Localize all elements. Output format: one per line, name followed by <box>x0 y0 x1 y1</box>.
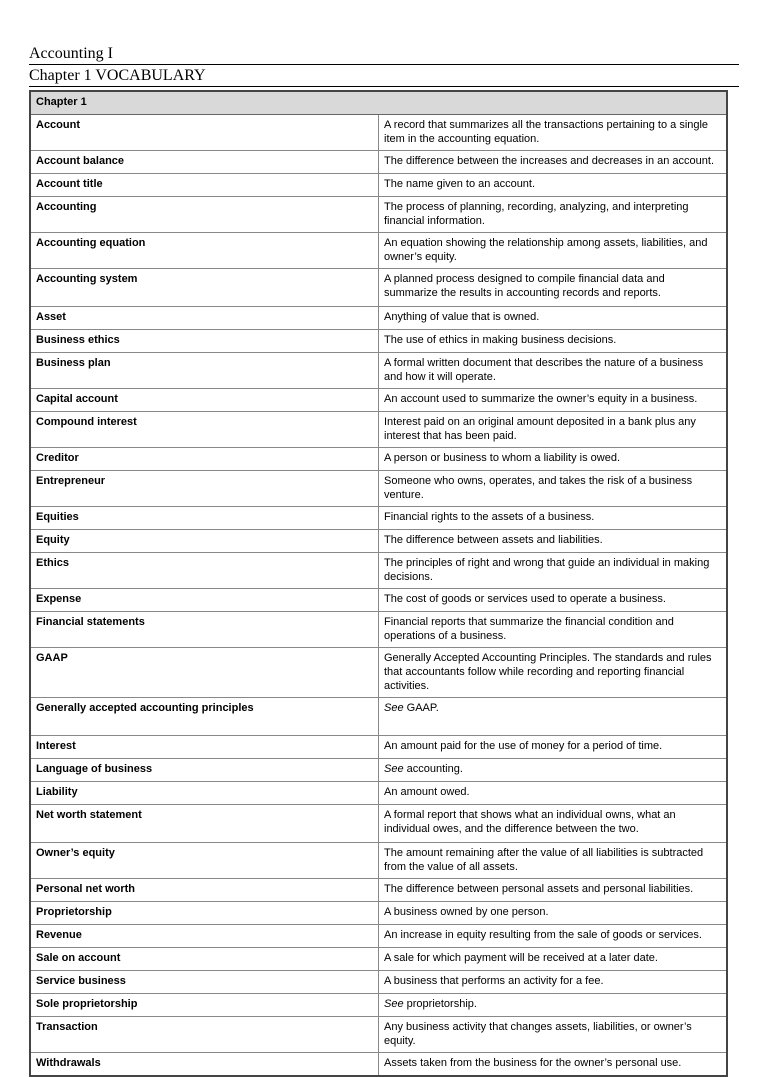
vocab-term: Account balance <box>30 151 379 174</box>
vocab-definition: A record that summarizes all the transactions pertaining to a single item in the accounting equation. <box>379 115 728 151</box>
vocab-term: Creditor <box>30 448 379 471</box>
vocab-term: GAAP <box>30 648 379 698</box>
vocab-term: Withdrawals <box>30 1053 379 1077</box>
vocab-definition: The difference between assets and liabilities. <box>379 530 728 553</box>
table-row <box>30 330 727 353</box>
table-row <box>30 879 727 902</box>
vocab-term: Financial statements <box>30 612 379 648</box>
vocab-definition: An account used to summarize the owner’s equity in a business. <box>379 389 728 412</box>
vocab-definition: The difference between personal assets and personal liabilities. <box>379 879 728 902</box>
vocab-definition: An amount owed. <box>379 782 728 805</box>
vocab-term: Net worth statement <box>30 805 379 843</box>
vocabulary-table <box>29 90 728 1077</box>
table-row <box>30 269 727 307</box>
table-row <box>30 902 727 925</box>
definition-text: accounting. <box>403 763 463 775</box>
table-row <box>30 925 727 948</box>
table-row <box>30 736 727 759</box>
vocab-definition: A person or business to whom a liability is owed. <box>379 448 728 471</box>
definition-text: GAAP. <box>403 702 439 714</box>
vocab-definition: An increase in equity resulting from the sale of goods or services. <box>379 925 728 948</box>
course-title: Accounting I <box>29 45 113 62</box>
table-row <box>30 971 727 994</box>
vocab-definition: Someone who owns, operates, and takes the risk of a business venture. <box>379 471 728 507</box>
table-row <box>30 530 727 553</box>
vocab-term: Transaction <box>30 1017 379 1053</box>
vocab-term: Account <box>30 115 379 151</box>
table-row <box>30 389 727 412</box>
vocab-definition: The principles of right and wrong that guide an individual in making decisions. <box>379 553 728 589</box>
vocab-term: Business ethics <box>30 330 379 353</box>
vocab-term: Service business <box>30 971 379 994</box>
vocab-definition: Financial reports that summarize the financial condition and operations of a business. <box>379 612 728 648</box>
vocab-definition <box>379 759 728 782</box>
vocab-term: Asset <box>30 307 379 330</box>
vocab-term: Owner’s equity <box>30 843 379 879</box>
table-row <box>30 648 727 698</box>
vocab-definition: Financial rights to the assets of a business. <box>379 507 728 530</box>
title-divider <box>29 64 739 65</box>
vocab-term: Expense <box>30 589 379 612</box>
vocab-term: Equities <box>30 507 379 530</box>
table-row <box>30 948 727 971</box>
see-reference: See <box>384 998 404 1010</box>
vocab-definition: The process of planning, recording, analyzing, and interpreting financial information. <box>379 197 728 233</box>
see-reference: See <box>384 763 404 775</box>
vocab-definition: A business owned by one person. <box>379 902 728 925</box>
vocab-definition: Anything of value that is owned. <box>379 307 728 330</box>
vocab-definition: The amount remaining after the value of all liabilities is subtracted from the value of all assets. <box>379 843 728 879</box>
vocab-term: Proprietorship <box>30 902 379 925</box>
vocab-term: Compound interest <box>30 412 379 448</box>
vocab-term: Sole proprietorship <box>30 994 379 1017</box>
vocab-definition: Generally Accepted Accounting Principles. The standards and rules that accountants follow while recording and reporting financial activities. <box>379 648 728 698</box>
table-row <box>30 553 727 589</box>
table-row <box>30 1017 727 1053</box>
vocab-definition: An equation showing the relationship among assets, liabilities, and owner’s equity. <box>379 233 728 269</box>
table-row <box>30 698 727 736</box>
vocab-definition <box>379 698 728 736</box>
vocab-term: Accounting equation <box>30 233 379 269</box>
vocab-term: Business plan <box>30 353 379 389</box>
vocab-definition: The use of ethics in making business decisions. <box>379 330 728 353</box>
document-header <box>29 44 739 88</box>
vocab-definition: The cost of goods or services used to operate a business. <box>379 589 728 612</box>
table-row <box>30 507 727 530</box>
table-row <box>30 197 727 233</box>
vocab-definition: An amount paid for the use of money for a period of time. <box>379 736 728 759</box>
vocab-definition: The difference between the increases and decreases in an account. <box>379 151 728 174</box>
table-row <box>30 115 727 151</box>
vocab-term: Language of business <box>30 759 379 782</box>
table-row <box>30 448 727 471</box>
vocab-definition: A planned process designed to compile financial data and summarize the results in accounting records and reports. <box>379 269 728 307</box>
see-reference: See <box>384 702 404 714</box>
vocab-term: Entrepreneur <box>30 471 379 507</box>
vocab-term: Revenue <box>30 925 379 948</box>
vocab-definition: The name given to an account. <box>379 174 728 197</box>
vocab-definition: Interest paid on an original amount deposited in a bank plus any interest that has been paid. <box>379 412 728 448</box>
title-divider <box>29 86 739 87</box>
vocab-term: Personal net worth <box>30 879 379 902</box>
chapter-title: Chapter 1 VOCABULARY <box>29 67 206 84</box>
table-row <box>30 994 727 1017</box>
table-header-row <box>30 91 727 115</box>
vocab-term: Equity <box>30 530 379 553</box>
table-row <box>30 759 727 782</box>
vocab-definition <box>379 994 728 1017</box>
vocab-term: Liability <box>30 782 379 805</box>
table-row <box>30 353 727 389</box>
table-row <box>30 612 727 648</box>
vocab-definition: A formal written document that describes the nature of a business and how it will operate. <box>379 353 728 389</box>
vocab-term: Capital account <box>30 389 379 412</box>
vocab-definition: Any business activity that changes assets, liabilities, or owner’s equity. <box>379 1017 728 1053</box>
vocab-definition: Assets taken from the business for the owner’s personal use. <box>379 1053 728 1077</box>
table-row <box>30 471 727 507</box>
vocab-term: Generally accepted accounting principles <box>30 698 379 736</box>
table-row <box>30 1053 727 1077</box>
table-row <box>30 174 727 197</box>
vocab-term: Accounting system <box>30 269 379 307</box>
table-row <box>30 151 727 174</box>
vocab-term: Sale on account <box>30 948 379 971</box>
table-row <box>30 589 727 612</box>
vocab-definition: A business that performs an activity for a fee. <box>379 971 728 994</box>
table-row <box>30 782 727 805</box>
table-row <box>30 805 727 843</box>
vocab-term: Accounting <box>30 197 379 233</box>
vocab-term: Interest <box>30 736 379 759</box>
vocab-definition: A sale for which payment will be received at a later date. <box>379 948 728 971</box>
vocab-definition: A formal report that shows what an individual owns, what an individual owes, and the difference between the two. <box>379 805 728 843</box>
definition-text: proprietorship. <box>403 998 477 1010</box>
table-row <box>30 843 727 879</box>
section-label: Chapter 1 <box>30 91 727 115</box>
table-row <box>30 233 727 269</box>
table-row <box>30 412 727 448</box>
table-row <box>30 307 727 330</box>
vocab-term: Ethics <box>30 553 379 589</box>
vocab-term: Account title <box>30 174 379 197</box>
